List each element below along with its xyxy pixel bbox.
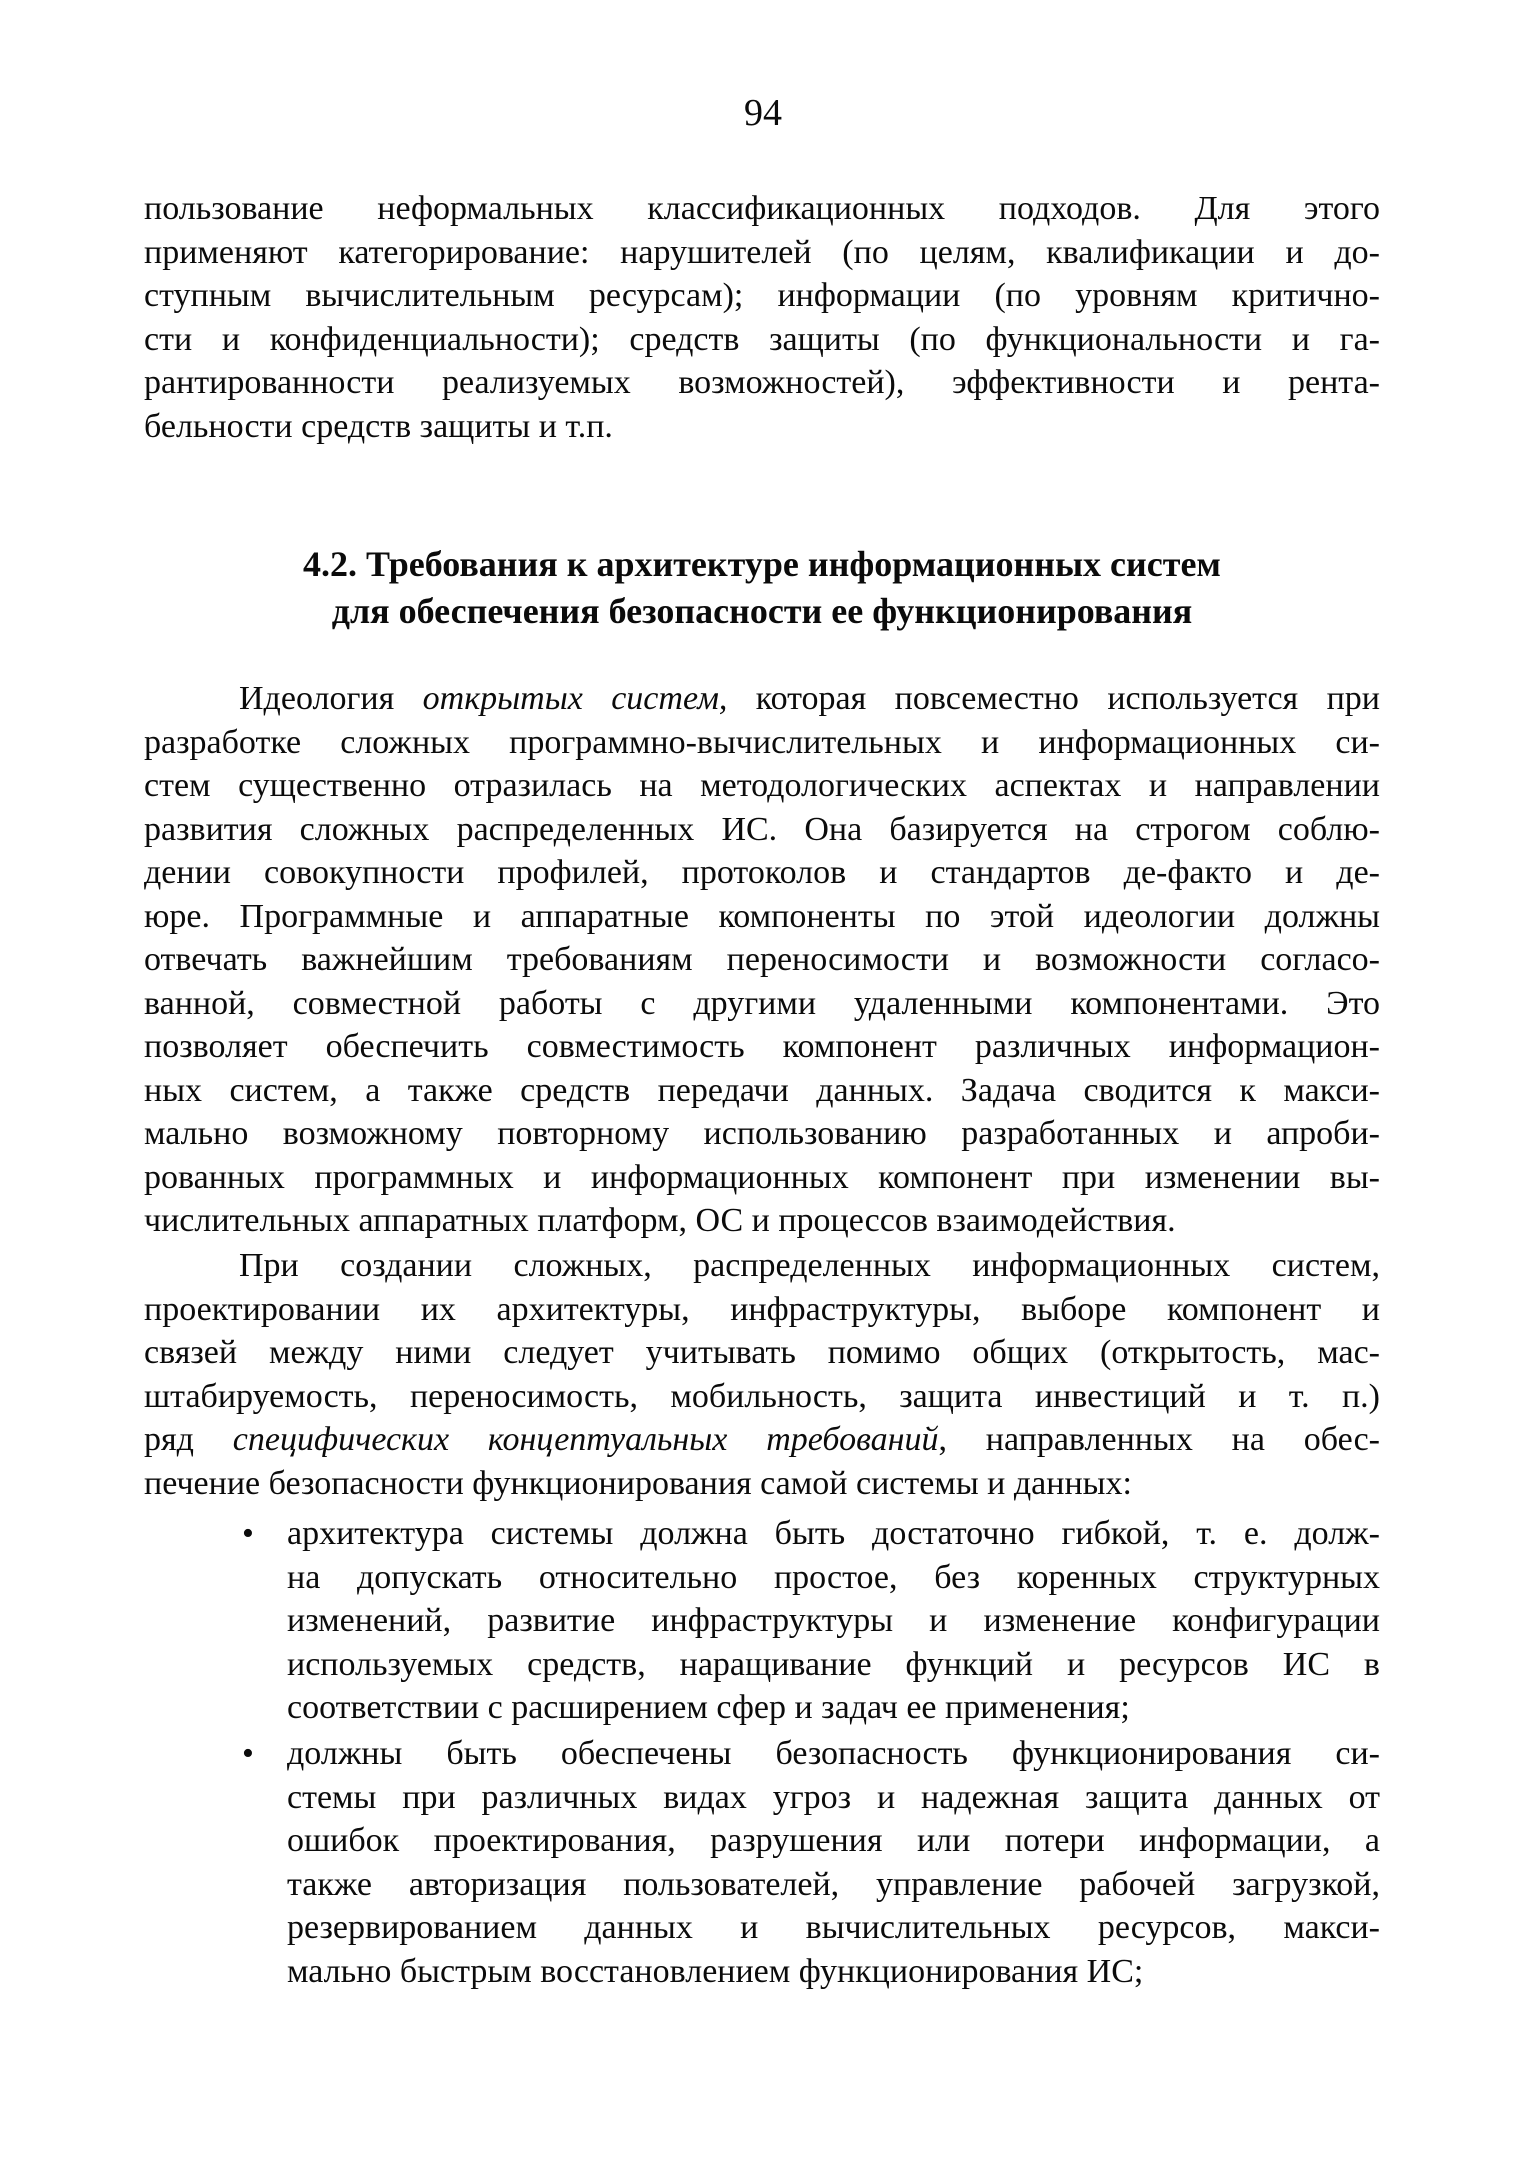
text-line: ступным вычислительным ресурсам); информации (по уровням критично- (144, 277, 1380, 314)
text-line: стем существенно отразилась на методологических аспектах и направлении (144, 767, 1380, 804)
list-item-text (144, 1512, 1380, 1730)
text-run: Идеология (239, 680, 423, 717)
text-line: ных систем, а также средств передачи данных. Задача сводится к макси- (144, 1071, 1380, 1109)
text-line: рантированности реализуемых возможностей), эффективности и рента- (144, 364, 1380, 401)
text-line: мально возможному повторному использованию разработанных и апроби- (144, 1115, 1380, 1152)
text-line: также авторизация пользователей, управление рабочей загрузкой, (287, 1865, 1380, 1903)
text-line: архитектура системы должна быть достаточно гибкой, т. е. долж- (287, 1515, 1380, 1552)
text-line: связей между ними следует учитывать помимо общих (открытость, мас- (144, 1334, 1380, 1371)
text-line: печение безопасности функционирования самой системы и данных: (144, 1464, 1132, 1502)
list-item-text (144, 1732, 1380, 1993)
text-line: применяют категорирование: нарушителей (по целям, квалификации и до- (144, 233, 1380, 271)
section-heading (144, 541, 1380, 635)
list-item-security (144, 1732, 1380, 1993)
text-line: рованных программных и информационных компонент при изменении вы- (144, 1158, 1380, 1196)
text-run: которая повсеместно используется при (727, 680, 1380, 717)
text-line: штабируемость, переносимость, мобильность, защита инвестиций и т. п.) (144, 1377, 1380, 1415)
text-line: на допускать относительно простое, без коренных структурных (287, 1558, 1380, 1596)
text-line: сти и конфиденциальности); средств защиты (по функциональности и га- (144, 320, 1380, 358)
bullet-icon: • (242, 1515, 254, 1552)
carryover-paragraph (144, 187, 1380, 448)
text-run: ряд (144, 1421, 233, 1458)
text-line: ошибок проектирования, разрушения или потери информации, а (287, 1822, 1380, 1859)
text-run: , направленных на обес- (938, 1421, 1380, 1458)
text-line: дении совокупности профилей, протоколов и стандартов де-факто и де- (144, 854, 1380, 891)
italic-text-run: открытых систем, (422, 680, 728, 717)
text-line: соответствии с расширением сфер и задач ее применения; (287, 1689, 1130, 1726)
text-line: используемых средств, наращивание функций и ресурсов ИС в (287, 1645, 1380, 1683)
text-line: 4.2. Требования к архитектуре информационных систем (303, 544, 1221, 584)
text-line: резервированием данных и вычислительных ресурсов, макси- (287, 1909, 1380, 1946)
text-line: разработке сложных программно-вычислительных и информационных си- (144, 723, 1380, 761)
text-line: числительных аппаратных платформ, ОС и процессов взаимодействия. (144, 1202, 1176, 1239)
italic-text-run: специфических концептуальных требований (232, 1421, 939, 1458)
text-line: бельности средств защиты и т.п. (144, 407, 613, 445)
text-line: пользование неформальных классификационных подходов. Для этого (144, 190, 1380, 227)
text-line: изменений, развитие инфраструктуры и изменение конфигурации (287, 1602, 1380, 1639)
list-item-architecture (144, 1512, 1380, 1730)
text-line: позволяет обеспечить совместимость компонент различных информацион- (144, 1028, 1380, 1065)
text-line: развития сложных распределенных ИС. Она базируется на строгом соблю- (144, 810, 1380, 848)
text-line: для обеспечения безопасности ее функционирования (331, 591, 1193, 631)
page-number: 94 (744, 92, 782, 134)
text-line: стемы при различных видах угроз и надежная защита данных от (287, 1778, 1380, 1816)
text-line: должны быть обеспечены безопасность функционирования си- (287, 1735, 1380, 1772)
bullet-icon: • (242, 1735, 254, 1772)
text-line: юре. Программные и аппаратные компоненты по этой идеологии должны (144, 897, 1380, 935)
text-line: отвечать важнейшим требованиям переносимости и возможности согласо- (144, 941, 1380, 978)
ideology-paragraph (144, 677, 1380, 1243)
design-paragraph (144, 1244, 1380, 1505)
text-line: ванной, совместной работы с другими удаленными компонентами. Это (144, 984, 1380, 1022)
text-line: При создании сложных, распределенных информационных систем, (239, 1247, 1380, 1284)
text-line (144, 1418, 1380, 1462)
text-line: проектировании их архитектуры, инфраструктуры, выборе компонент и (144, 1290, 1380, 1328)
text-line: мально быстрым восстановлением функционирования ИС; (287, 1952, 1144, 1990)
text-line (144, 677, 1380, 721)
